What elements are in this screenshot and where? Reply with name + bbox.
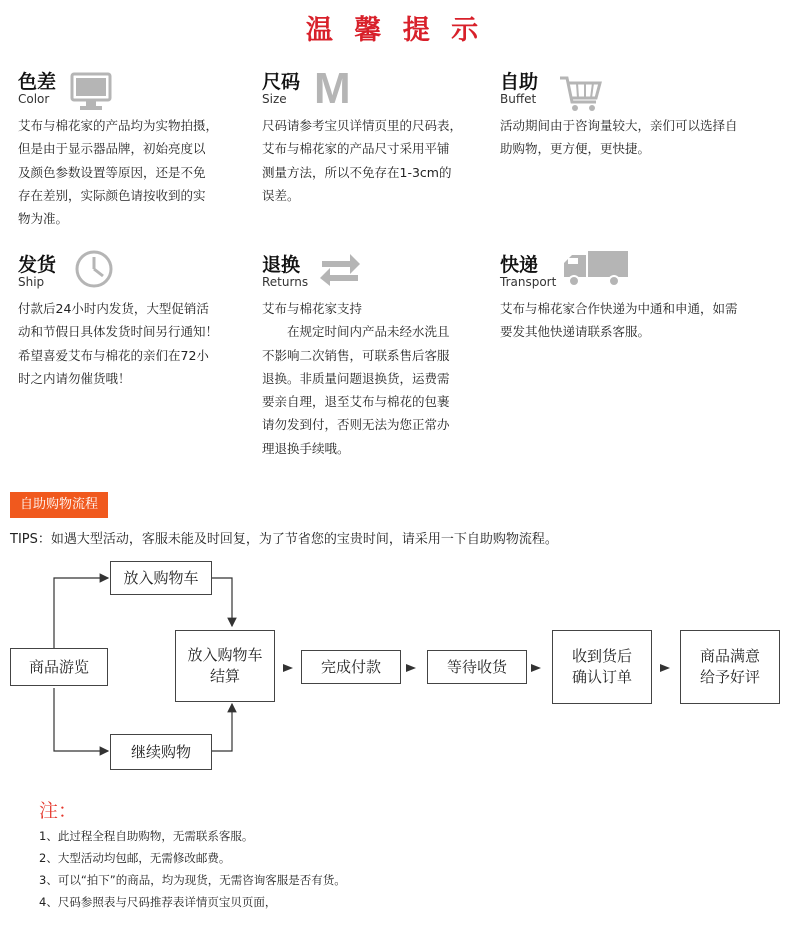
flow-pay xyxy=(301,650,401,684)
note-item: 1、此过程全程自助购物，无需联系客服。 xyxy=(39,829,254,843)
card-line: 理退换手续哦。 xyxy=(262,440,350,456)
flow-label: 商品游览 xyxy=(28,657,89,676)
card-heading: 退换 xyxy=(262,254,301,276)
card-subheading: Transport xyxy=(500,275,557,289)
flow-label: 完成付款 xyxy=(320,657,381,676)
card-subheading: Color xyxy=(18,92,50,106)
card-subheading: Buffet xyxy=(500,92,537,106)
card-line: 助购物，更方便，更快捷。 xyxy=(500,141,651,157)
card-returns xyxy=(262,255,497,460)
flow-checkout xyxy=(175,630,275,702)
exchange-arrows-icon xyxy=(318,249,362,287)
card-line: 艾布与棉花家支持 xyxy=(262,301,363,316)
flow-label: 放入购物车 xyxy=(123,568,199,587)
card-subheading: Ship xyxy=(18,275,45,289)
card-body xyxy=(18,114,248,230)
flow-arrow xyxy=(660,664,670,672)
flow-label: 商品满意 xyxy=(699,647,760,665)
truck-icon xyxy=(560,249,630,289)
flow-review xyxy=(680,630,780,704)
card-transport xyxy=(500,255,785,344)
flow-label: 继续购物 xyxy=(130,742,191,761)
card-line: 活动期间由于咨询量较大，亲们可以选择自 xyxy=(500,118,738,133)
card-line: 存在差别，实际颜色请按收到的实 xyxy=(18,187,206,203)
card-line: 但是由于显示器品牌，初始亮度以 xyxy=(18,141,206,157)
card-line: 要亲自理，退至艾布与棉花的包裹 xyxy=(262,394,450,410)
flow-arrow xyxy=(406,664,416,672)
card-body xyxy=(262,114,492,207)
clock-icon xyxy=(74,249,114,289)
flow-confirm xyxy=(552,630,652,704)
monitor-icon xyxy=(70,72,112,112)
card-line: 误差。 xyxy=(262,187,300,203)
card-body xyxy=(262,297,497,460)
card-heading: 色差 xyxy=(18,71,57,93)
card-line: 退换。非质量问题退换货，运费需 xyxy=(262,370,450,386)
card-size xyxy=(262,64,492,207)
flow-browse xyxy=(10,648,108,686)
card-line: 及颜色参数设置等原因，还是不免 xyxy=(18,164,206,180)
flow-label: 结算 xyxy=(209,667,240,685)
card-line: 付款后24小时内发货，大型促销活 xyxy=(18,301,209,316)
note-item: 3、可以“拍下”的商品，均为现货，无需咨询客服是否有货。 xyxy=(39,873,346,887)
card-line: 不影响二次销售，可联系售后客服 xyxy=(262,347,450,363)
card-heading: 尺码 xyxy=(262,71,301,93)
card-subheading: Returns xyxy=(262,275,309,289)
card-subheading: Size xyxy=(262,92,287,106)
card-line: 物为准。 xyxy=(18,211,69,227)
card-line: 艾布与棉花家合作快递为中通和申通，如需 xyxy=(500,301,738,316)
section-tag: 自助购物流程 xyxy=(10,492,108,518)
page-title: 温 馨 提 示 xyxy=(305,15,485,46)
flow-arrow xyxy=(531,664,541,672)
card-heading: 自助 xyxy=(500,71,539,93)
flow-continue xyxy=(110,734,212,770)
flow-label: 给予好评 xyxy=(699,668,760,686)
flow-wait xyxy=(427,650,527,684)
card-line: 艾布与棉花家的产品尺寸采用平铺 xyxy=(262,141,450,157)
letter-m-icon: M xyxy=(314,64,351,113)
card-buffet xyxy=(500,72,780,161)
card-body xyxy=(500,297,785,344)
card-line: 尺码请参考宝贝详情页里的尺码表， xyxy=(262,118,463,133)
flow-arrow xyxy=(283,664,293,672)
card-line: 动和节假日具体发货时间另行通知！ xyxy=(18,324,219,340)
flow-label: 等待收货 xyxy=(446,657,507,676)
flow-label: 放入购物车 xyxy=(187,646,263,664)
card-line: 希望喜爱艾布与棉花的亲们在72小 xyxy=(18,347,209,363)
shopping-cart-icon xyxy=(558,74,602,114)
card-body xyxy=(500,114,780,161)
card-line: 请勿发到付，否则无法为您正常办 xyxy=(262,417,450,433)
card-ship xyxy=(18,255,253,390)
card-color xyxy=(18,72,248,230)
flow-label: 收到货后 xyxy=(571,647,632,665)
card-line: 测量方法，所以不免存在1-3cm的 xyxy=(262,164,452,180)
card-heading: 快递 xyxy=(500,254,539,276)
note-item: 2、大型活动均包邮，无需修改邮费。 xyxy=(39,851,231,865)
notes-title: 注： xyxy=(39,800,78,822)
card-line: 时之内请勿催货哦！ xyxy=(18,370,131,386)
card-body xyxy=(18,297,253,390)
flow-add-cart xyxy=(110,561,212,595)
card-heading: 发货 xyxy=(18,254,57,276)
flow-label: 确认订单 xyxy=(571,668,632,686)
card-line: 艾布与棉花家的产品均为实物拍摄， xyxy=(18,118,219,133)
card-line: 要发其他快递请联系客服。 xyxy=(500,324,651,340)
card-line: 在规定时间内产品未经水洗且 xyxy=(262,324,450,340)
tips-text: TIPS：如遇大型活动，客服未能及时回复，为了节省您的宝贵时间，请采用一下自助购物流程。 xyxy=(10,532,558,547)
note-item: 4、尺码参照表与尺码推荐表详情页宝贝页面， xyxy=(39,895,277,909)
